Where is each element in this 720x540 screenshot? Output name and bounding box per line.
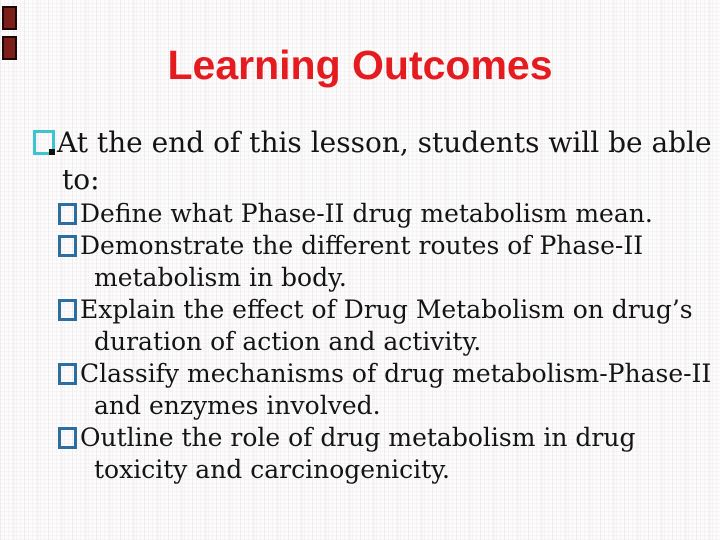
outcome-text: Outline the role of drug metabolism in drug: [80, 423, 636, 452]
outcome-item: [58, 231, 643, 261]
slide-title: Learning Outcomes: [167, 42, 553, 88]
corner-marker-icon: [2, 6, 17, 30]
outcome-item: [58, 199, 653, 229]
intro-text-line-2: to:: [62, 163, 100, 196]
outcome-item-continuation: [94, 455, 450, 485]
outcome-item-continuation: [94, 391, 381, 421]
outcome-text: metabolism in body.: [94, 263, 347, 292]
checkbox-bullet-icon: [58, 203, 77, 225]
outcome-item: [58, 295, 693, 325]
outcome-text: Classify mechanisms of drug metabolism-Phase-II: [80, 359, 712, 388]
checkbox-bullet-icon: [33, 130, 55, 155]
outcome-item: [58, 359, 711, 389]
intro-text-line-1: At the end of this lesson, students will be able: [57, 126, 712, 159]
checkbox-bullet-icon: [58, 299, 77, 321]
outcome-text: toxicity and carcinogenicity.: [94, 455, 450, 484]
checkbox-bullet-icon: [58, 363, 77, 385]
outcome-text: Explain the effect of Drug Metabolism on drug’s: [80, 295, 693, 324]
intro-text-continuation: [62, 163, 100, 197]
intro-bullet-line: [33, 126, 712, 160]
outcome-item-continuation: [94, 327, 481, 357]
checkbox-bullet-icon: [58, 427, 77, 449]
outcome-text: duration of action and activity.: [94, 327, 482, 356]
outcome-text: Define what Phase-II drug metabolism mean.: [80, 199, 653, 228]
checkbox-bullet-icon: [58, 235, 77, 257]
outcome-item: [58, 423, 635, 453]
outcome-item-continuation: [94, 263, 347, 293]
outcome-text: and enzymes involved.: [94, 391, 381, 420]
outcome-text: Demonstrate the different routes of Phase-II: [80, 231, 644, 260]
